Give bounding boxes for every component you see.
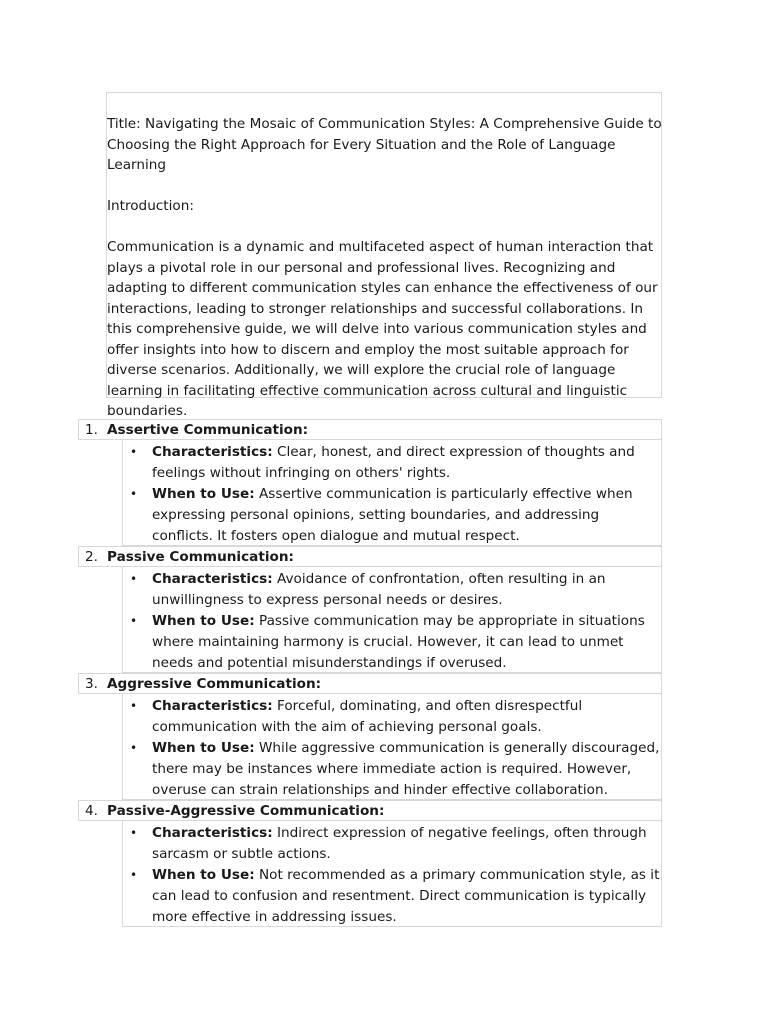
- bullet-icon: •: [130, 487, 138, 501]
- section-header-passive: [78, 546, 662, 567]
- bullet-icon: •: [130, 699, 138, 713]
- introduction-heading: Introduction:: [107, 198, 194, 214]
- characteristics-label: Characteristics:: [152, 571, 273, 587]
- characteristics-label: Characteristics:: [152, 825, 273, 841]
- bullet-icon: •: [130, 741, 138, 755]
- section-number: 4.: [85, 803, 98, 819]
- document-title: Title: Navigating the Mosaic of Communication Styles: A Comprehensive Guide to Choosing the Right Approach for Every Situation and the Role of Language Learning: [107, 116, 662, 173]
- bullet-icon: •: [130, 868, 138, 882]
- section-header-assertive: [78, 419, 662, 440]
- when-label: When to Use:: [152, 740, 255, 756]
- section-title: Assertive Communication:: [107, 422, 309, 438]
- when-label: When to Use:: [152, 486, 255, 502]
- section-header-aggressive: [78, 673, 662, 694]
- when-text: Assertive communication is particularly effective when expressing personal opinions, setting boundaries, and addressing conflicts. It fosters open dialogue and mutual respect.: [152, 486, 633, 544]
- characteristics-text: Avoidance of confrontation, often resulting in an unwillingness to express personal needs or desires.: [152, 571, 606, 608]
- characteristics-text: Clear, honest, and direct expression of thoughts and feelings without infringing on others' rights.: [152, 444, 635, 481]
- when-label: When to Use:: [152, 867, 255, 883]
- intro-section: [107, 114, 663, 422]
- bullet-icon: •: [130, 445, 138, 459]
- bullet-icon: •: [130, 572, 138, 586]
- section-number: 3.: [85, 676, 98, 692]
- section-number: 2.: [85, 549, 98, 565]
- section-title: Passive-Aggressive Communication:: [107, 803, 385, 819]
- introduction-body: Communication is a dynamic and multifaceted aspect of human interaction that plays a pivotal role in our personal and professional lives. Recognizing and adapting to different communication styles can enhance the effectiveness of our interactions, leading to stronger relationships and successful collaborations. In this comprehensive guide, we will delve into various communication styles and offer insights into how to discern and employ the most suitable approach for diverse scenarios. Additionally, we will explore the crucial role of language learning in facilitating effective communication across cultural and linguistic boundaries.: [107, 239, 658, 419]
- bullet-icon: •: [130, 614, 138, 628]
- when-text: Passive communication may be appropriate in situations where maintaining harmony is crucial. However, it can lead to unmet needs and potential misunderstandings if overused.: [152, 613, 645, 671]
- characteristics-label: Characteristics:: [152, 444, 273, 460]
- when-text: Not recommended as a primary communication style, as it can lead to confusion and resentment. Direct communication is typically more effective in addressing issues.: [152, 867, 660, 925]
- section-title: Aggressive Communication:: [107, 676, 322, 692]
- when-label: When to Use:: [152, 613, 255, 629]
- characteristics-text: Forceful, dominating, and often disrespectful communication with the aim of achieving personal goals.: [152, 698, 583, 735]
- characteristics-text: Indirect expression of negative feelings, often through sarcasm or subtle actions.: [152, 825, 647, 862]
- section-header-passive-aggressive: [78, 800, 662, 821]
- characteristics-label: Characteristics:: [152, 698, 273, 714]
- when-text: While aggressive communication is generally discouraged, there may be instances where immediate action is required. However, overuse can strain relationships and hinder effective collaboration.: [152, 740, 660, 798]
- section-number: 1.: [85, 422, 98, 438]
- bullet-icon: •: [130, 826, 138, 840]
- section-title: Passive Communication:: [107, 549, 294, 565]
